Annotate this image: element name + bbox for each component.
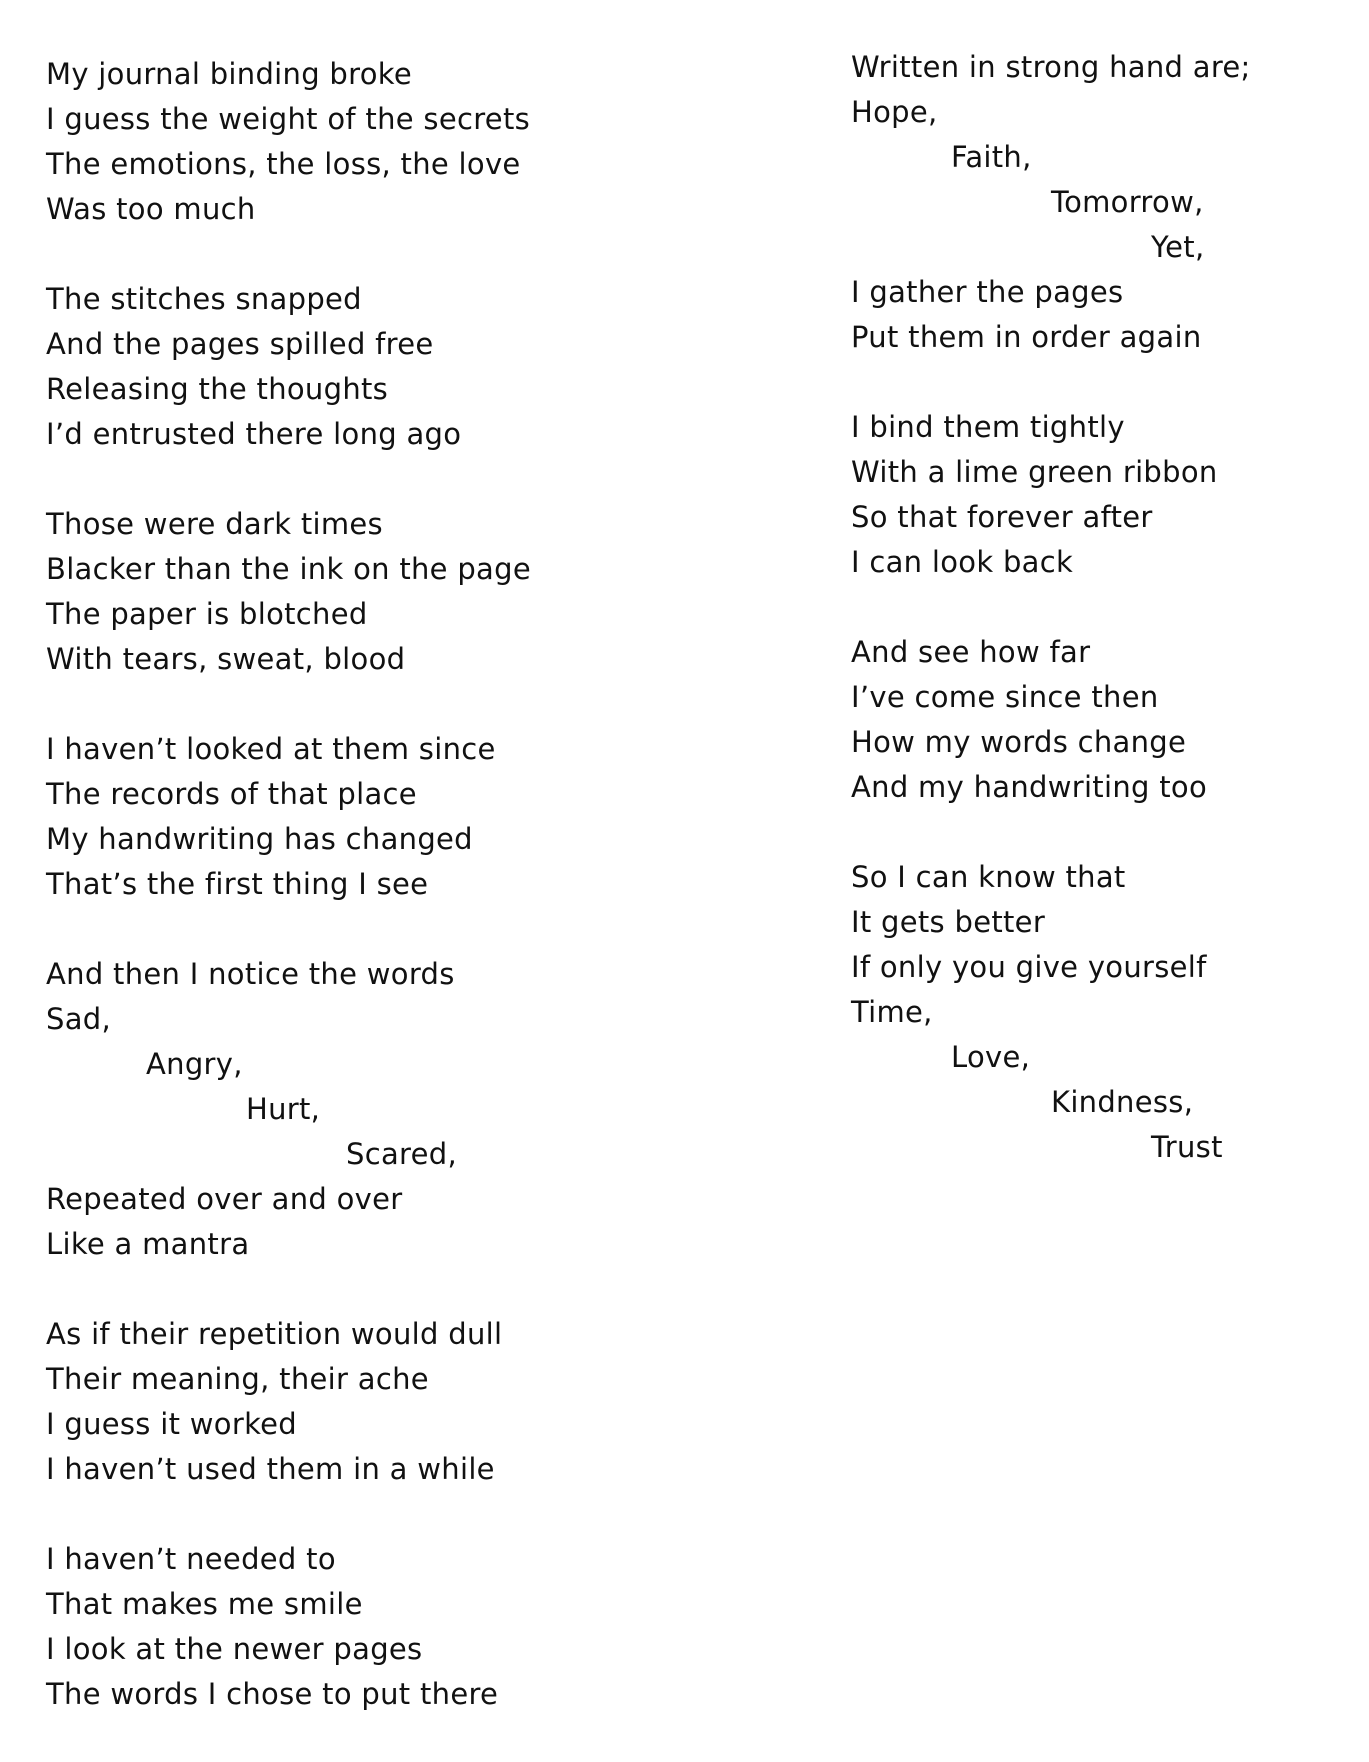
poem-line: And my handwriting too	[851, 770, 1208, 804]
poem-line: So I can know that	[851, 860, 1126, 894]
poem-line: I bind them tightly	[851, 410, 1125, 444]
poem-line: So that forever after	[851, 500, 1153, 534]
poem-line: I guess it worked	[46, 1407, 297, 1441]
poem-line: I’d entrusted there long ago	[46, 417, 462, 451]
poem-line: And the pages spilled free	[46, 327, 434, 361]
poem-line-indented: Scared,	[346, 1137, 457, 1171]
poem-line: The words I chose to put there	[46, 1677, 499, 1711]
poem-line: Releasing the thoughts	[46, 372, 389, 406]
poem-line: I haven’t looked at them since	[46, 732, 496, 766]
poem-line: Like a mantra	[46, 1227, 250, 1261]
poem-line: My handwriting has changed	[46, 822, 473, 856]
stanza-5	[46, 952, 666, 1267]
poem-line: If only you give yourself	[851, 950, 1207, 984]
poem-line-indented: Trust	[1151, 1130, 1223, 1164]
poem-line: With tears, sweat, blood	[46, 642, 406, 676]
poem-line-indented: Kindness,	[1051, 1085, 1194, 1119]
poem-line: I look at the newer pages	[46, 1632, 423, 1666]
stanza-8	[851, 45, 1331, 360]
stanza-2	[46, 277, 666, 457]
poem-line: The paper is blotched	[46, 597, 368, 631]
poem-line-indented: Faith,	[951, 140, 1032, 174]
poem-line: Sad,	[46, 1002, 112, 1036]
stanza-9	[851, 405, 1331, 585]
poem-line: Repeated over and over	[46, 1182, 403, 1216]
poem-line: As if their repetition would dull	[46, 1317, 503, 1351]
poem-line: Hope,	[851, 95, 938, 129]
poem-line: Time,	[851, 995, 933, 1029]
poem-line-indented: Love,	[951, 1040, 1031, 1074]
poem-line: The stitches snapped	[46, 282, 362, 316]
poem-line: I haven’t used them in a while	[46, 1452, 495, 1486]
poem-line: I gather the pages	[851, 275, 1124, 309]
stanza-11	[851, 855, 1331, 1170]
stanza-10	[851, 630, 1331, 810]
poem-line: Those were dark times	[46, 507, 383, 541]
poem-line: Their meaning, their ache	[46, 1362, 429, 1396]
stanza-4	[46, 727, 666, 907]
stanza-6	[46, 1312, 666, 1492]
poem-line-indented: Angry,	[146, 1047, 243, 1081]
poem-line: It gets better	[851, 905, 1046, 939]
poem-line-indented: Hurt,	[246, 1092, 321, 1126]
stanza-1	[46, 52, 666, 232]
poem-line: And then I notice the words	[46, 957, 455, 991]
poem-left-column	[46, 52, 666, 1762]
poem-line: That makes me smile	[46, 1587, 363, 1621]
poem-line: I’ve come since then	[851, 680, 1159, 714]
poem-line: My journal binding broke	[46, 57, 412, 91]
poem-line: Put them in order again	[851, 320, 1202, 354]
poem-line: That’s the first thing I see	[46, 867, 429, 901]
poem-line: With a lime green ribbon	[851, 455, 1218, 489]
poem-right-column	[851, 45, 1331, 1215]
poem-line: I can look back	[851, 545, 1074, 579]
stanza-7	[46, 1537, 666, 1717]
poem-line: How my words change	[851, 725, 1187, 759]
poem-line: I guess the weight of the secrets	[46, 102, 531, 136]
poem-line: And see how far	[851, 635, 1091, 669]
poem-line: The emotions, the loss, the love	[46, 147, 521, 181]
poem-line: Written in strong hand are;	[851, 50, 1251, 84]
stanza-3	[46, 502, 666, 682]
poem-line: The records of that place	[46, 777, 417, 811]
poem-line-indented: Yet,	[1151, 230, 1205, 264]
poem-line: Was too much	[46, 192, 256, 226]
poem-line: Blacker than the ink on the page	[46, 552, 531, 586]
poem-line: I haven’t needed to	[46, 1542, 336, 1576]
poem-line-indented: Tomorrow,	[1051, 185, 1204, 219]
